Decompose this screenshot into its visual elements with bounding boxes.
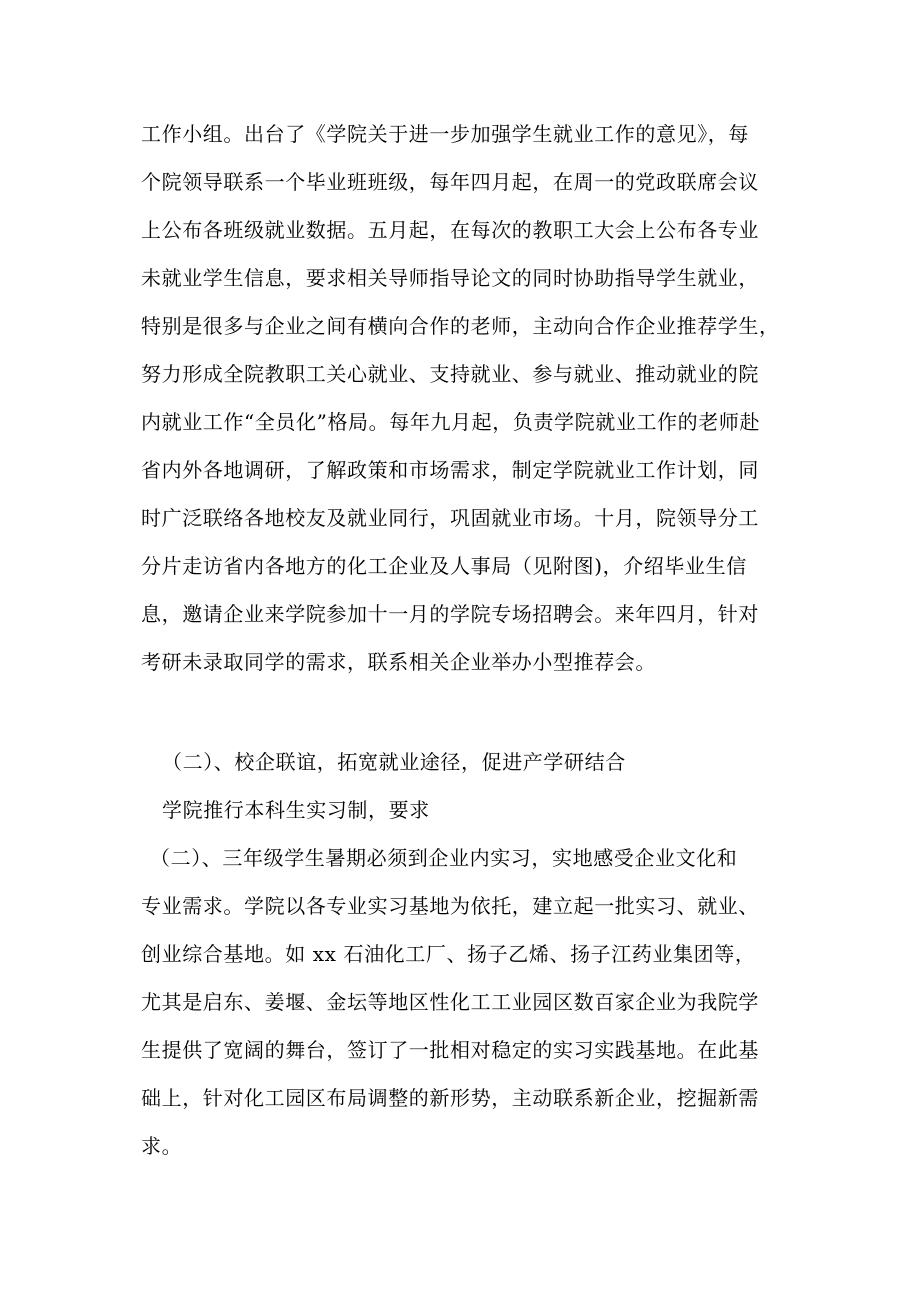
paragraph1-line-10: 分片走访省内各地方的化工企业及人事局（见附图)，介绍毕业生信 (141, 554, 747, 578)
paragraph1-line-9: 时广泛联络各地校友及就业同行，巩固就业市场。十月，院领导分工 (141, 506, 759, 530)
paragraph1-line-3: 上公布各班级就业数据。五月起，在每次的教职工大会上公布各专业 (141, 218, 759, 242)
paragraph2-line-4: 尤其是启东、姜堰、金坛等地区性化工工业园区数百家企业为我院学 (141, 990, 759, 1014)
paragraph2-line-3: 创业综合基地。如 xx 石油化工厂、扬子乙烯、扬子江药业集团等， (141, 942, 756, 966)
paragraph1-line-1: 工作小组。出台了《学院关于进一步加强学生就业工作的意见》，每 (141, 122, 749, 146)
paragraph1-line-2: 个院领导联系一个毕业班班级，每年四月起，在周一的党政联席会议 (141, 170, 759, 194)
paragraph2-line-1: （二）、三年级学生暑期必须到企业内实习，实地感受企业文化和 (150, 846, 738, 870)
paragraph1-line-5: 特别是很多与企业之间有横向合作的老师，主动向合作企业推荐学生， (141, 314, 780, 338)
paragraph2-line-7: 求。 (141, 1134, 183, 1158)
section-intro-line: 学院推行本科生实习制，要求 (162, 798, 430, 822)
paragraph1-line-8: 省内外各地调研，了解政策和市场需求，制定学院就业工作计划，同 (141, 458, 759, 482)
paragraph2-line-6: 础上，针对化工园区布局调整的新形势，主动联系新企业，挖掘新需 (141, 1086, 759, 1110)
section-heading: （二）、校企联谊，拓宽就业途径，促进产学研结合 (162, 750, 626, 774)
paragraph1-line-7: 内就业工作“全员化”格局。每年九月起，负责学院就业工作的老师赴 (141, 410, 761, 434)
paragraph2-line-2: 专业需求。学院以各专业实习基地为依托，建立起一批实习、就业、 (141, 894, 759, 918)
paragraph1-line-12: 考研未录取同学的需求，联系相关企业举办小型推荐会。 (141, 650, 656, 674)
paragraph1-line-4: 未就业学生信息，要求相关导师指导论文的同时协助指导学生就业， (141, 266, 759, 290)
paragraph1-line-11: 息，邀请企业来学院参加十一月的学院专场招聘会。来年四月，针对 (141, 602, 759, 626)
paragraph2-line-5: 生提供了宽阔的舞台，签订了一批相对稳定的实习实践基地。在此基 (141, 1038, 759, 1062)
paragraph1-line-6: 努力形成全院教职工关心就业、支持就业、参与就业、推动就业的院 (141, 362, 759, 386)
